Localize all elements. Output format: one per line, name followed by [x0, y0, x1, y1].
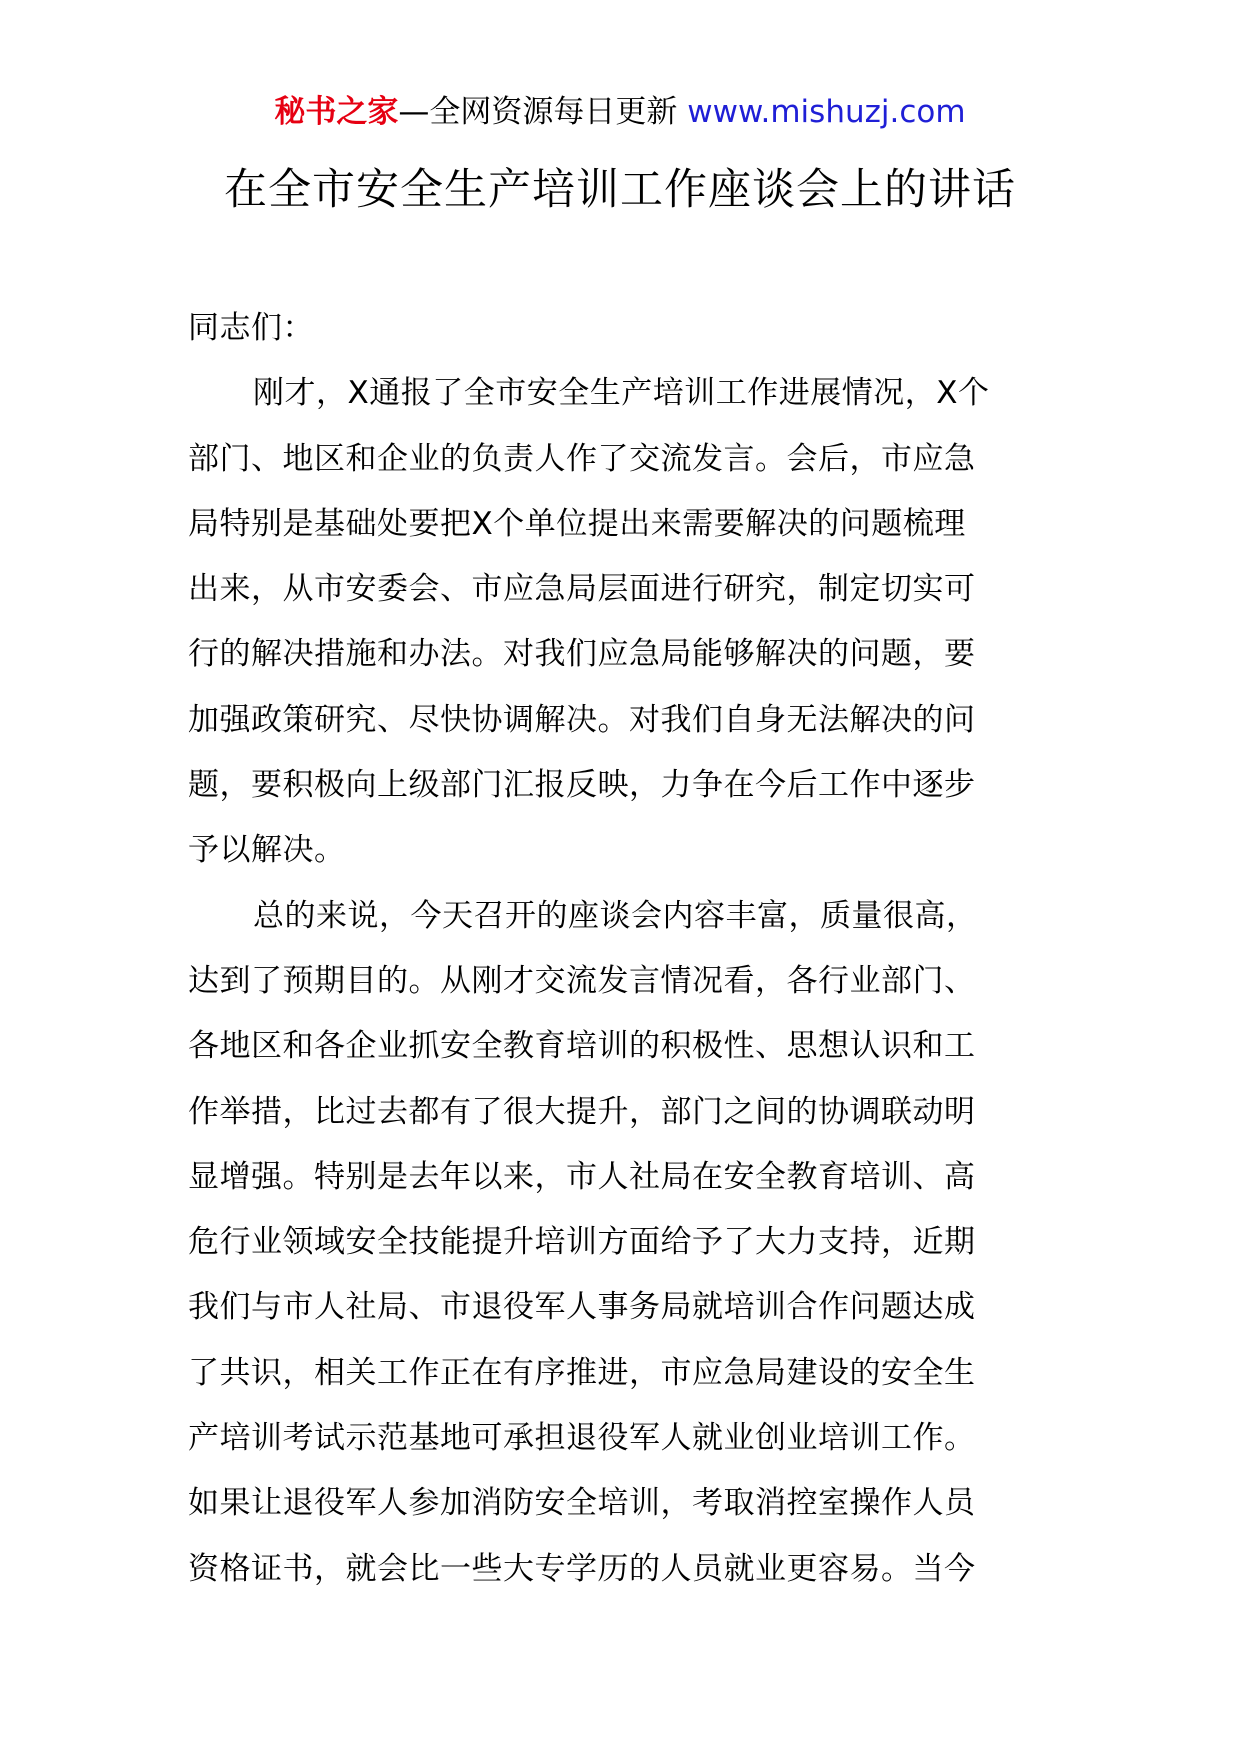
paragraph-2-line: 我们与市人社局、市退役军人事务局就培训合作问题达成 — [188, 1289, 976, 1326]
paragraph-2-line: 了共识，相关工作正在有序推进，市应急局建设的安全生 — [188, 1354, 976, 1391]
document-body — [188, 296, 1056, 1602]
paragraph-2-line: 资格证书，就会比一些大专学历的人员就业更容易。当今 — [188, 1550, 976, 1587]
salutation: 同志们： — [188, 310, 314, 346]
paragraph-2-line: 危行业领域安全技能提升培训方面给予了大力支持，近期 — [188, 1224, 976, 1261]
paragraph-2-line: 产培训考试示范基地可承担退役军人就业创业培训工作。 — [188, 1420, 976, 1457]
paragraph-1-line: 刚才，X通报了全市安全生产培训工作进展情况，X个 — [253, 375, 990, 412]
paragraph-1-line: 加强政策研究、尽快协调解决。对我们自身无法解决的问 — [188, 701, 976, 738]
paragraph-2-line: 显增强。特别是去年以来，市人社局在安全教育培训、高 — [188, 1158, 976, 1195]
paragraph-1-line: 题，要积极向上级部门汇报反映，力争在今后工作中逐步 — [188, 767, 976, 804]
paragraph-2-line: 各地区和各企业抓安全教育培训的积极性、思想认识和工 — [188, 1028, 976, 1065]
paragraph-1-line: 予以解决。 — [188, 832, 346, 869]
paragraph-2-line: 达到了预期目的。从刚才交流发言情况看，各行业部门、 — [188, 962, 976, 999]
document-title: 在全市安全生产培训工作座谈会上的讲话 — [224, 165, 1016, 215]
paragraph-2-line: 如果让退役军人参加消防安全培训，考取消控室操作人员 — [188, 1485, 976, 1522]
paragraph-1-line: 部门、地区和企业的负责人作了交流发言。会后，市应急 — [188, 440, 976, 477]
paragraph-1-line: 局特别是基础处要把X个单位提出来需要解决的问题梳理 — [188, 505, 966, 542]
site-slogan: —全网资源每日更新 — [398, 94, 678, 130]
paragraph-2-line: 作举措，比过去都有了很大提升，部门之间的协调联动明 — [188, 1093, 976, 1130]
paragraph-2-line: 总的来说，今天召开的座谈会内容丰富，质量很高， — [253, 897, 978, 934]
paragraph-1-line: 出来，从市安委会、市应急局层面进行研究，制定切实可 — [188, 571, 976, 608]
site-header — [0, 92, 1240, 132]
site-url-link[interactable]: www.mishuzj.com — [687, 94, 966, 130]
paragraph-1-line: 行的解决措施和办法。对我们应急局能够解决的问题，要 — [188, 636, 976, 673]
site-brand: 秘书之家 — [274, 94, 399, 130]
